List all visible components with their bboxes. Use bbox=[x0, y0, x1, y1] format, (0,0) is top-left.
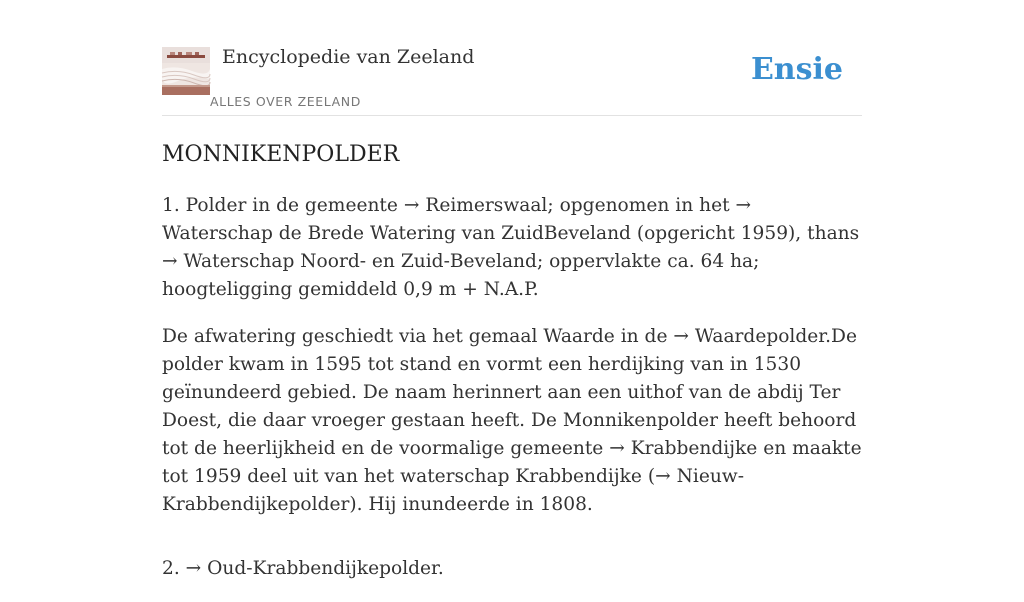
ensie-logo-link[interactable]: Ensie bbox=[750, 52, 843, 87]
entry-title: MONNIKENPOLDER bbox=[162, 142, 400, 167]
link-reimerswaal[interactable]: Reimerswaal bbox=[425, 195, 548, 216]
right-arrow-icon: → bbox=[735, 195, 752, 216]
link-waardepolder[interactable]: Waardepolder bbox=[694, 326, 826, 347]
link-nieuw-krabbendijkepolder[interactable]: Nieuw-Krabbendijkepolder bbox=[162, 466, 745, 515]
link-waterschap-noord-zuid-beveland[interactable]: Waterschap Noord- en Zuid-Beveland bbox=[183, 251, 537, 272]
link-krabbendijke[interactable]: Krabbendijke bbox=[630, 438, 758, 459]
book-pages-avatar-icon bbox=[162, 47, 210, 95]
right-arrow-icon: → bbox=[673, 326, 689, 347]
paragraph-text: ). Hij inundeerde in 1808. bbox=[349, 494, 593, 515]
entry-paragraph bbox=[162, 192, 862, 304]
paragraph-text: ; opgenomen in het bbox=[547, 195, 736, 216]
link-oud-krabbendijkepolder[interactable]: Oud-Krabbendijkepolder bbox=[207, 558, 438, 579]
entry-content bbox=[162, 192, 862, 602]
paragraph-text: ; oppervlakte ca. 64 ha; hoogteligging gemiddeld 0,9 m + N.A.P. bbox=[162, 251, 760, 300]
site-title[interactable]: Encyclopedie van Zeeland bbox=[222, 46, 475, 68]
site-header bbox=[162, 44, 862, 116]
paragraph-text: 2. bbox=[162, 558, 186, 579]
link-waterschap-brede-watering[interactable]: Waterschap de Brede Watering van ZuidBeveland bbox=[162, 223, 631, 244]
entry-paragraph bbox=[162, 555, 862, 583]
right-arrow-icon: → bbox=[185, 558, 202, 579]
site-subtitle: ALLES OVER ZEELAND bbox=[210, 94, 361, 109]
paragraph-text: en maakte tot 1959 deel uit van het waterschap Krabbendijke ( bbox=[162, 438, 862, 487]
right-arrow-icon: → bbox=[655, 466, 671, 487]
site-avatar[interactable] bbox=[162, 47, 210, 95]
right-arrow-icon: → bbox=[162, 251, 178, 272]
paragraph-text: De afwatering geschiedt via het gemaal Waarde in de bbox=[162, 326, 674, 347]
paragraph-text: (opgericht 1959), thans bbox=[630, 223, 860, 244]
paragraph-text: 1. Polder in de gemeente bbox=[162, 195, 404, 216]
paragraph-text: .De polder kwam in 1595 tot stand en vormt een herdijking van in 1530 geïnundeerd gebied. De naam herinnert aan een uithof van de abdij Ter Doest, die daar vroeger gestaan heeft. De Monnikenpolder heeft behoord tot de heerlijkheid en de voormalige gemeente bbox=[162, 326, 857, 459]
entry-paragraph bbox=[162, 323, 862, 519]
paragraph-text: . bbox=[437, 558, 444, 579]
right-arrow-icon: → bbox=[609, 438, 625, 459]
right-arrow-icon: → bbox=[403, 195, 420, 216]
